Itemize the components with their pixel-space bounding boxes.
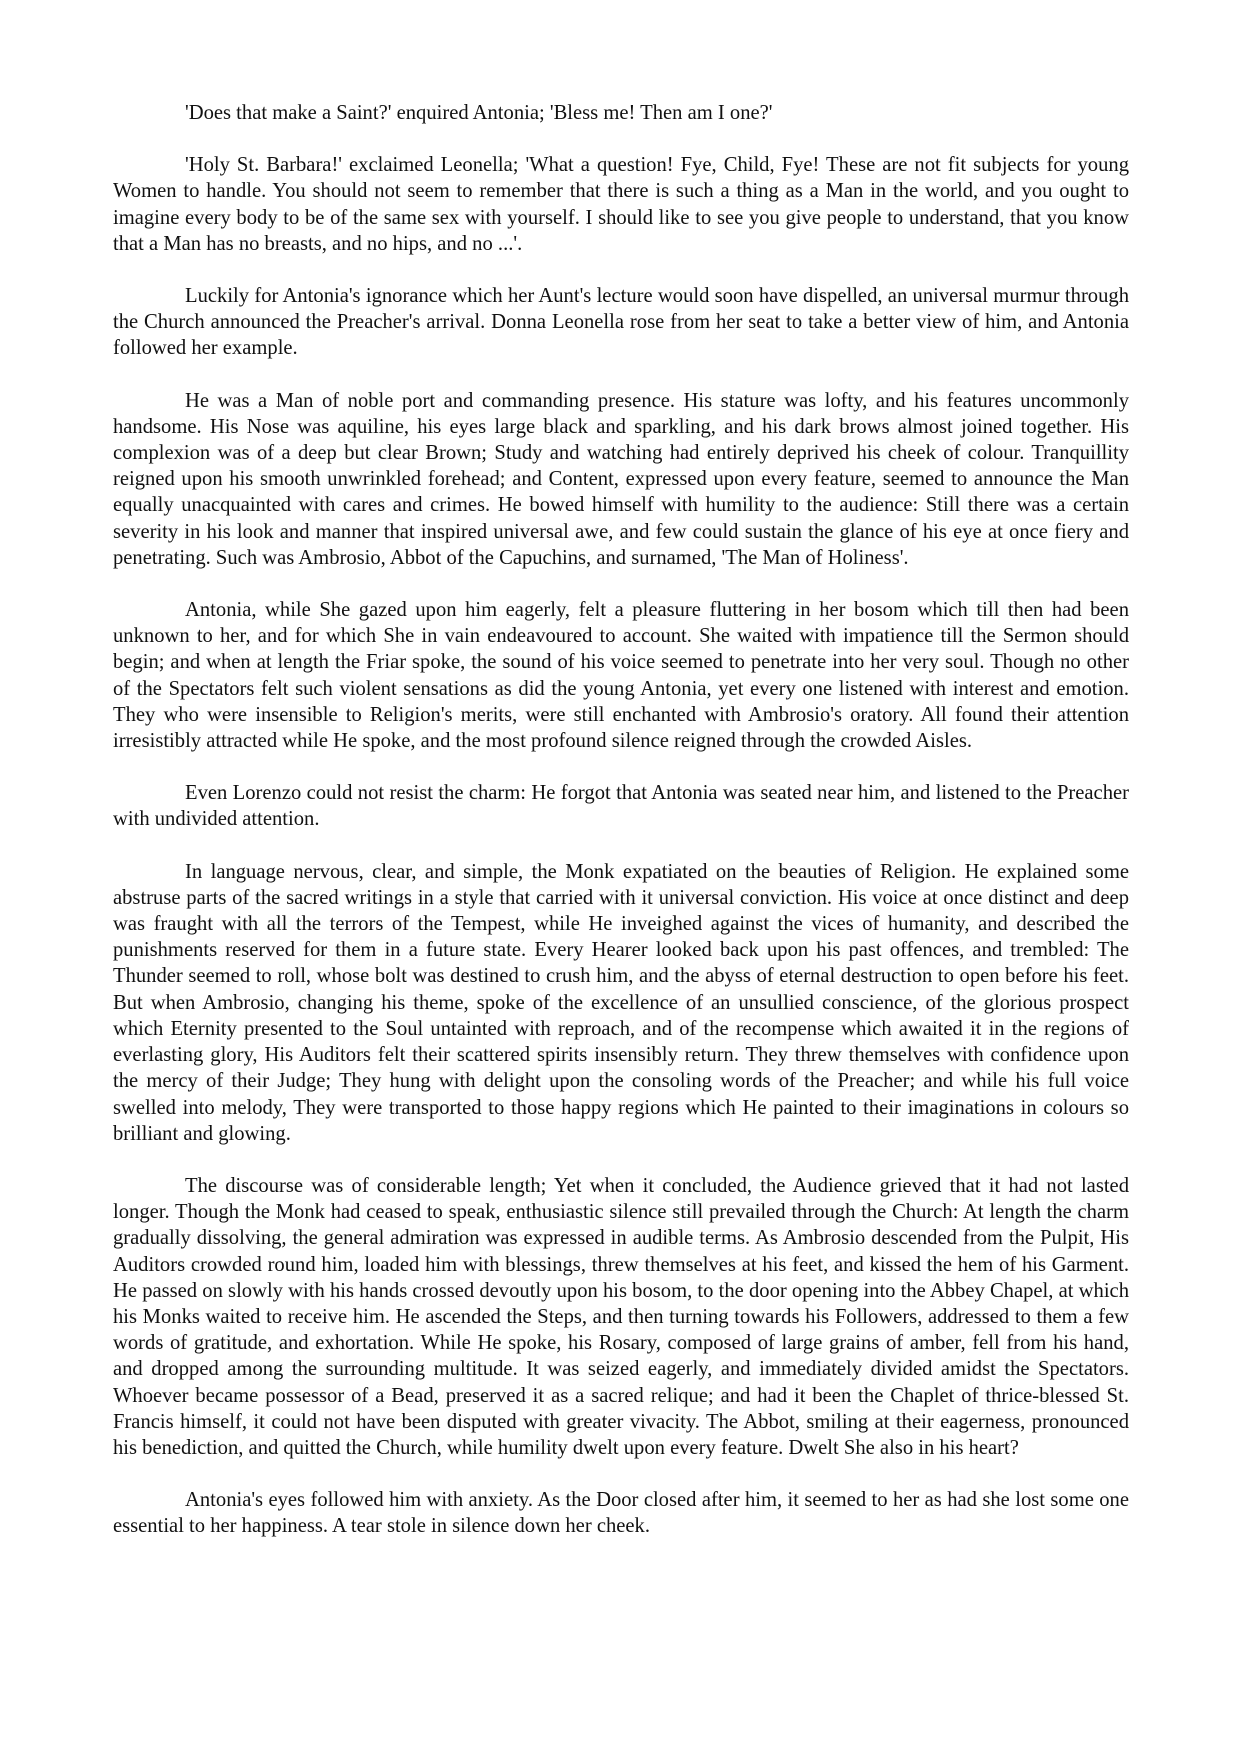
paragraph-9: Antonia's eyes followed him with anxiety. As the Door closed after him, it seemed to her as had she lost some one essential to her happiness. A tear stole in silence down her cheek. (113, 1489, 1129, 1538)
paragraph-8: The discourse was of considerable length; Yet when it concluded, the Audience grieved that it had not lasted longer. Though the Monk had ceased to speak, enthusiastic silence still prevailed through the Church: At length the charm gradually dissolving, the general admiration was expressed in audible terms. As Ambrosio descended from the Pulpit, His Auditors crowded round him, loaded him with blessings, threw themselves at his feet, and kissed the hem of his Garment. He passed on slowly with his hands crossed devoutly upon his bosom, to the door opening into the Abbey Chapel, at which his Monks waited to receive him. He ascended the Steps, and then turning towards his Followers, addressed to them a few words of gratitude, and exhortation. While He spoke, his Rosary, composed of large grains of amber, fell from his hand, and dropped among the surrounding multitude. It was seized eagerly, and immediately divided amidst the Spectators. Whoever became possessor of a Bead, preserved it as a sacred relique; and had it been the Chaplet of thrice-blessed St. Francis himself, it could not have been disputed with greater vivacity. The Abbot, smiling at their eagerness, pronounced his benediction, and quitted the Church, while humility dwelt upon every feature. Dwelt She also in his heart? (113, 1174, 1129, 1459)
paragraph-5: Antonia, while She gazed upon him eagerly, felt a pleasure fluttering in her bosom which till then had been unknown to her, and for which She in vain endeavoured to account. She waited with impatience till the Sermon should begin; and when at length the Friar spoke, the sound of his voice seemed to penetrate into her very soul. Though no other of the Spectators felt such violent sensations as did the young Antonia, yet every one listened with interest and emotion. They who were insensible to Religion's merits, were still enchanted with Ambrosio's oratory. All found their attention irresistibly attracted while He spoke, and the most profound silence reigned through the crowded Aisles. (113, 599, 1129, 753)
paragraph-7: In language nervous, clear, and simple, the Monk expatiated on the beauties of Religion. He explained some abstruse parts of the sacred writings in a style that carried with it universal conviction. His voice at once distinct and deep was fraught with all the terrors of the Tempest, while He inveighed against the vices of humanity, and described the punishments reserved for them in a future state. Every Hearer looked back upon his past offences, and trembled: The Thunder seemed to roll, whose bolt was destined to crush him, and the abyss of eternal destruction to open before his feet. But when Ambrosio, changing his theme, spoke of the excellence of an unsullied conscience, of the glorious prospect which Eternity presented to the Soul untainted with reproach, and of the recompense which awaited it in the regions of everlasting glory, His Auditors felt their scattered spirits insensibly return. They threw themselves with confidence upon the mercy of their Judge; They hung with delight upon the consoling words of the Preacher; and while his full voice swelled into melody, They were transported to those happy regions which He painted to their imaginations in colours so brilliant and glowing. (113, 860, 1129, 1145)
paragraph-3: Luckily for Antonia's ignorance which her Aunt's lecture would soon have dispelled, an universal murmur through the Church announced the Preacher's arrival. Donna Leonella rose from her seat to take a better view of him, and Antonia followed her example. (113, 285, 1129, 360)
paragraph-2: 'Holy St. Barbara!' exclaimed Leonella; 'What a question! Fye, Child, Fye! These are not fit subjects for young Women to handle. You should not seem to remember that there is such a thing as a Man in the world, and you ought to imagine every body to be of the same sex with yourself. I should like to see you give people to understand, that you know that a Man has no breasts, and no hips, and no ...'. (113, 154, 1129, 255)
paragraph-1: 'Does that make a Saint?' enquired Antonia; 'Bless me! Then am I one?' (185, 102, 773, 124)
paragraph-6: Even Lorenzo could not resist the charm: He forgot that Antonia was seated near him, and listened to the Preacher with undivided attention. (113, 782, 1129, 831)
document-page (113, 100, 1129, 1566)
paragraph-4: He was a Man of noble port and commanding presence. His stature was lofty, and his features uncommonly handsome. His Nose was aquiline, his eyes large black and sparkling, and his dark brows almost joined together. His complexion was of a deep but clear Brown; Study and watching had entirely deprived his cheek of colour. Tranquillity reigned upon his smooth unwrinkled forehead; and Content, expressed upon every feature, seemed to announce the Man equally unacquainted with cares and crimes. He bowed himself with humility to the audience: Still there was a certain severity in his look and manner that inspired universal awe, and few could sustain the glance of his eye at once fiery and penetrating. Such was Ambrosio, Abbot of the Capuchins, and surnamed, 'The Man of Holiness'. (113, 389, 1129, 569)
